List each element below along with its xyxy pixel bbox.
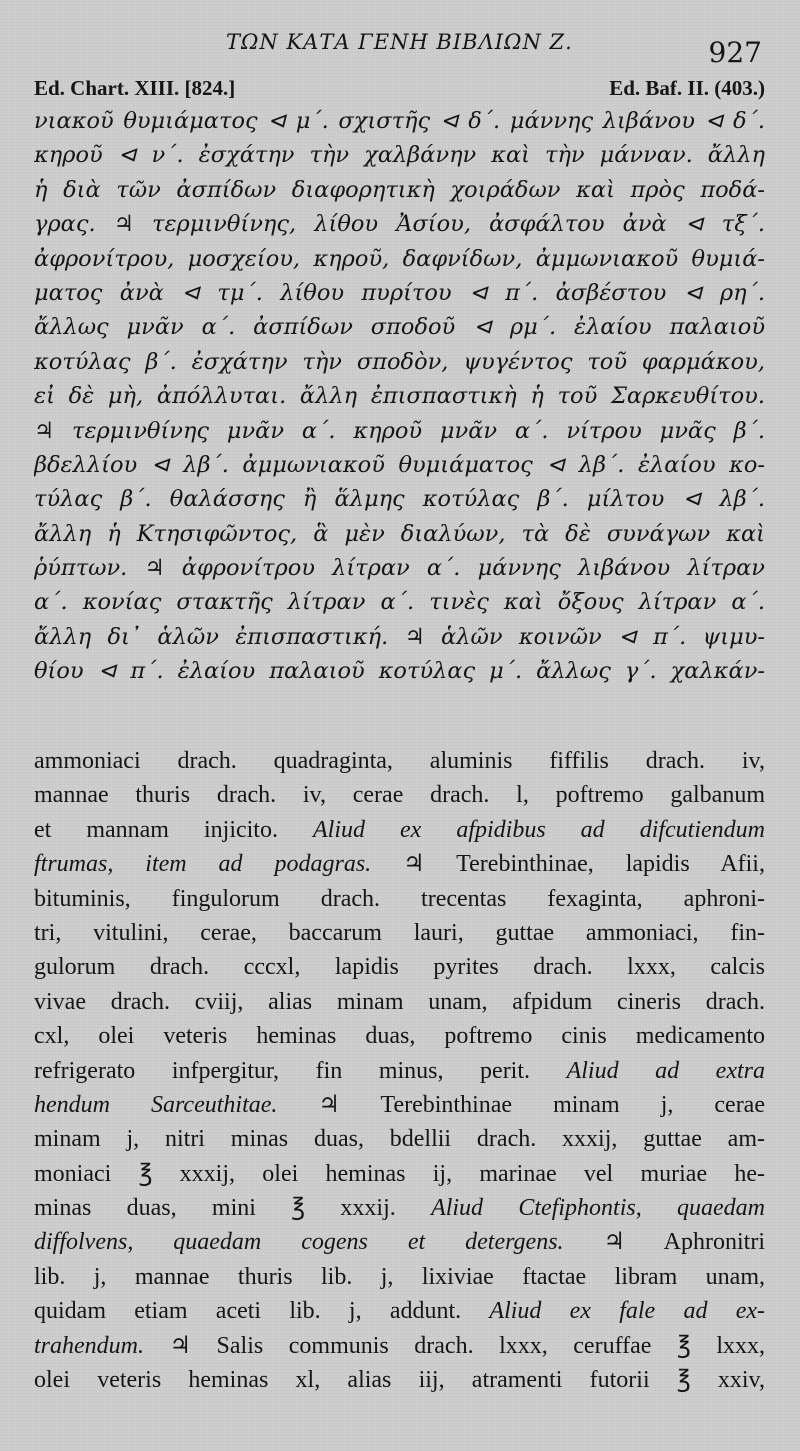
latin-italic-run: hendum Sarceuthitae. (34, 1091, 278, 1118)
latin-italic-run: ftrumas, item ad podagras. (34, 851, 372, 878)
latin-roman-run: ♃ Aphronitri (563, 1229, 765, 1256)
latin-roman-run: mannae thuris drach. iv, cerae drach. l, poftremo galbanum (34, 782, 765, 809)
latin-line (34, 950, 765, 984)
latin-roman-run: gulorum drach. cccxl, lapidis pyrites drach. lxxx, calcis (34, 954, 765, 981)
greek-line: ματος ἀνὰ ⊲ τμ΄. λίθου πυρίτου ⊲ π΄. ἀσβέστου ⊲ ρη΄. (34, 279, 765, 306)
greek-line: τύλας β΄. θαλάσσης ἢ ἅλμης κοτύλας β΄. μίλτου ⊲ λβ΄. (34, 486, 765, 513)
latin-line (34, 1019, 765, 1053)
latin-roman-run: tri, vitulini, cerae, baccarum lauri, guttae ammoniaci, fin- (34, 919, 765, 946)
greek-line: κηροῦ ⊲ ν΄. ἐσχάτην τὴν χαλβάνην καὶ τὴν μάνναν. ἄλλη (34, 142, 765, 169)
latin-roman-run: quidam etiam aceti lib. j, addunt. (34, 1298, 490, 1325)
edition-line (34, 76, 765, 106)
latin-roman-run: olei veteris heminas xl, alias iij, atramenti futorii ℥ xxiv, (34, 1367, 765, 1394)
latin-roman-run: lib. j, mannae thuris lib. j, lixiviae ftactae libram unam, (34, 1263, 765, 1290)
latin-roman-run: moniaci ℥ xxxij, olei heminas ij, marinae vel muriae he- (34, 1160, 765, 1187)
latin-line (34, 1054, 765, 1088)
latin-line (34, 882, 765, 916)
latin-line (34, 985, 765, 1019)
greek-line: γρας. ♃ τερμινθίνης, λίθου Ἀσίου, ἀσφάλτου ἀνὰ ⊲ τξ΄. (34, 211, 765, 238)
latin-italic-run: Aliud ex afpidibus ad difcutiendum (313, 816, 765, 843)
greek-line: νιακοῦ θυμιάματος ⊲ μ΄. σχιστῆς ⊲ δ΄. μάννης λιβάνου ⊲ δ΄. (34, 108, 765, 134)
latin-line (34, 1088, 765, 1122)
latin-roman-run: ammoniaci drach. quadraginta, aluminis fiffilis drach. iv, (34, 748, 765, 774)
running-title: ΤΩΝ ΚΑΤΑ ΓΕΝΗ ΒΙΒΛΙΩΝ Ζ. (226, 30, 573, 54)
page-number: 927 (708, 36, 762, 69)
greek-line: ἄλλως μνᾶν α΄. ἀσπίδων σποδοῦ ⊲ ρμ΄. ἐλαίου παλαιοῦ (34, 314, 765, 341)
latin-line (34, 744, 765, 778)
latin-italic-run: trahendum. (34, 1332, 144, 1359)
latin-line (34, 916, 765, 950)
greek-text-block (34, 104, 765, 706)
latin-italic-run: Aliud Ctefiphontis, quaedam (431, 1195, 765, 1222)
greek-line: ἀφρονίτρου, μοσχείου, κηροῦ, δαφνίδων, ἀμμωνιακοῦ θυμιά- (34, 245, 765, 272)
latin-roman-run: vivae drach. cviij, alias minam unam, afpidum cineris drach. (34, 988, 765, 1015)
greek-line: εἰ δὲ μὴ, ἀπόλλυται. ἄλλη ἐπισπαστικὴ ἡ τοῦ Σαρκευθίτου. (34, 383, 765, 410)
latin-line (34, 813, 765, 847)
latin-roman-run: ♃ Salis communis drach. lxxx, ceruffae ℥ lxxx, (144, 1332, 765, 1359)
greek-line: κοτύλας β΄. ἐσχάτην τὴν σποδὸν, ψυγέντος τοῦ φαρμάκου, (34, 348, 765, 375)
greek-line: θίου ⊲ π΄. ἐλαίου παλαιοῦ κοτύλας μ΄. ἄλλως γ΄. χαλκάν- (34, 658, 765, 685)
latin-italic-run: Aliud ex fale ad ex- (489, 1298, 765, 1325)
latin-roman-run: refrigerato infpergitur, fin minus, perit. (34, 1057, 567, 1084)
latin-line (34, 1225, 765, 1259)
latin-line (34, 1329, 765, 1363)
latin-text-block (34, 744, 765, 1434)
latin-line (34, 847, 765, 881)
greek-line: ῥύπτων. ♃ ἀφρονίτρου λίτραν α΄. μάννης λιβάνου λίτραν (34, 555, 765, 582)
greek-line: ἡ διὰ τῶν ἀσπίδων διαφορητικὴ χοιράδων καὶ πρὸς ποδά- (34, 176, 765, 203)
latin-roman-run: et mannam injicito. (34, 816, 313, 843)
latin-roman-run: ♃ Terebinthinae, lapidis Afii, (371, 851, 765, 878)
latin-line (34, 1191, 765, 1225)
greek-line: α΄. κονίας στακτῆς λίτραν α΄. τινὲς καὶ ὄξους λίτραν α΄. (34, 589, 765, 616)
latin-roman-run: bituminis, fingulorum drach. trecentas fexaginta, aphroni- (34, 885, 765, 912)
edition-basel: Ed. Baf. II. (403.) (609, 76, 765, 100)
latin-italic-run: diffolvens, quaedam cogens et detergens. (34, 1229, 564, 1256)
latin-roman-run: minam j, nitri minas duas, bdellii drach. xxxij, guttae am- (34, 1126, 765, 1153)
latin-line (34, 1157, 765, 1191)
latin-roman-run: ♃ Terebinthinae minam j, cerae (277, 1091, 765, 1118)
latin-line (34, 1363, 765, 1397)
latin-italic-run: Aliud ad extra (566, 1057, 765, 1084)
latin-roman-run: minas duas, mini ℥ xxxij. (34, 1195, 432, 1222)
greek-line: ἄλλη ἡ Κτησιφῶντος, ἃ μὲν διαλύων, τὰ δὲ συνάγων καὶ (34, 520, 765, 547)
latin-line (34, 1122, 765, 1156)
latin-line (34, 1294, 765, 1328)
greek-line: βδελλίου ⊲ λβ΄. ἀμμωνιακοῦ θυμιάματος ⊲ λβ΄. ἐλαίου κο- (34, 451, 765, 478)
greek-line: ♃ τερμινθίνης μνᾶν α΄. κηροῦ μνᾶν α΄. νίτρου μνᾶς β΄. (34, 417, 765, 444)
greek-line: ἄλλη δι᾽ ἁλῶν ἐπισπαστική. ♃ ἁλῶν κοινῶν ⊲ π΄. ψιμυ- (34, 623, 765, 650)
edition-chartier: Ed. Chart. XIII. [824.] (34, 76, 236, 100)
latin-roman-run: cxl, olei veteris heminas duas, poftremo cinis medicamento (34, 1023, 765, 1050)
latin-line (34, 778, 765, 812)
latin-line (34, 1260, 765, 1294)
running-head (0, 30, 800, 69)
